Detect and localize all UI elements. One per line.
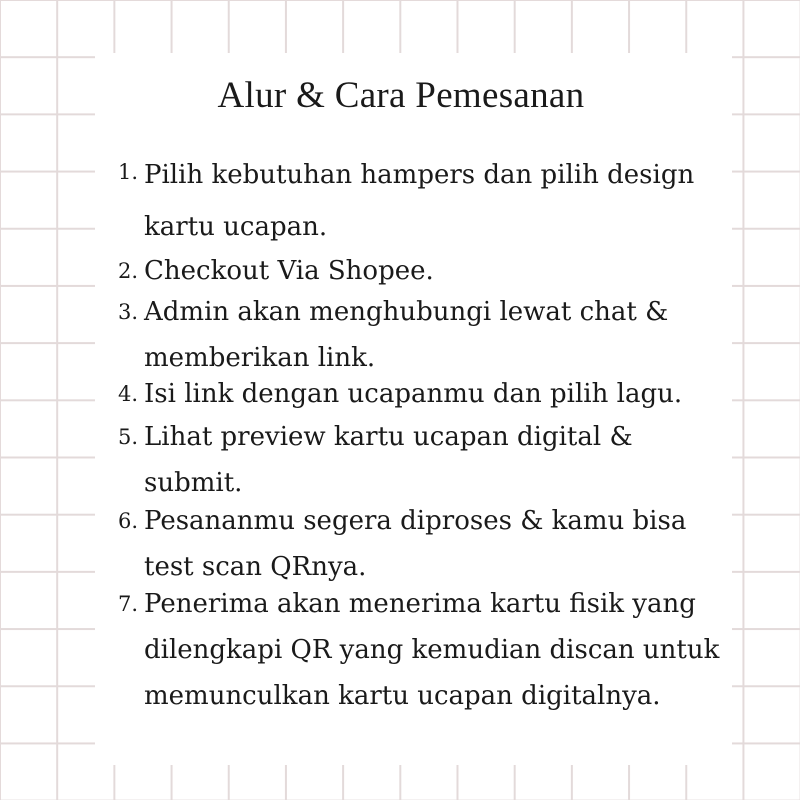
step-number: 2. xyxy=(118,259,139,283)
page-title: Alur & Cara Pemesanan xyxy=(217,75,585,116)
step-text: Pesananmu segera diproses & kamu bisa test scan QRnya. xyxy=(144,506,687,582)
step-text: Admin akan menghubungi lewat chat & memberikan link. xyxy=(144,297,669,373)
step-number: 5. xyxy=(118,425,139,449)
step-text: Isi link dengan ucapanmu dan pilih lagu. xyxy=(144,379,683,409)
step-text: Pilih kebutuhan hampers dan pilih design kartu ucapan. xyxy=(144,160,695,242)
step-number: 4. xyxy=(118,382,139,406)
step-number: 1. xyxy=(118,160,139,184)
list-item-3 xyxy=(118,289,758,381)
list-item-1 xyxy=(118,149,758,253)
step-text: Lihat preview kartu ucapan digital & submit. xyxy=(144,422,633,498)
list-item-6 xyxy=(118,498,758,590)
step-number: 7. xyxy=(118,592,139,616)
list-item-4 xyxy=(118,371,758,417)
list-item-5 xyxy=(118,414,758,506)
step-number: 6. xyxy=(118,509,139,533)
step-number: 3. xyxy=(118,300,139,324)
list-item-2 xyxy=(118,248,758,294)
list-item-7 xyxy=(118,581,758,719)
step-text: Penerima akan menerima kartu fisik yang dilengkapi QR yang kemudian discan untuk memunculkan kartu ucapan digitalnya. xyxy=(144,589,720,711)
step-text: Checkout Via Shopee. xyxy=(144,256,434,286)
